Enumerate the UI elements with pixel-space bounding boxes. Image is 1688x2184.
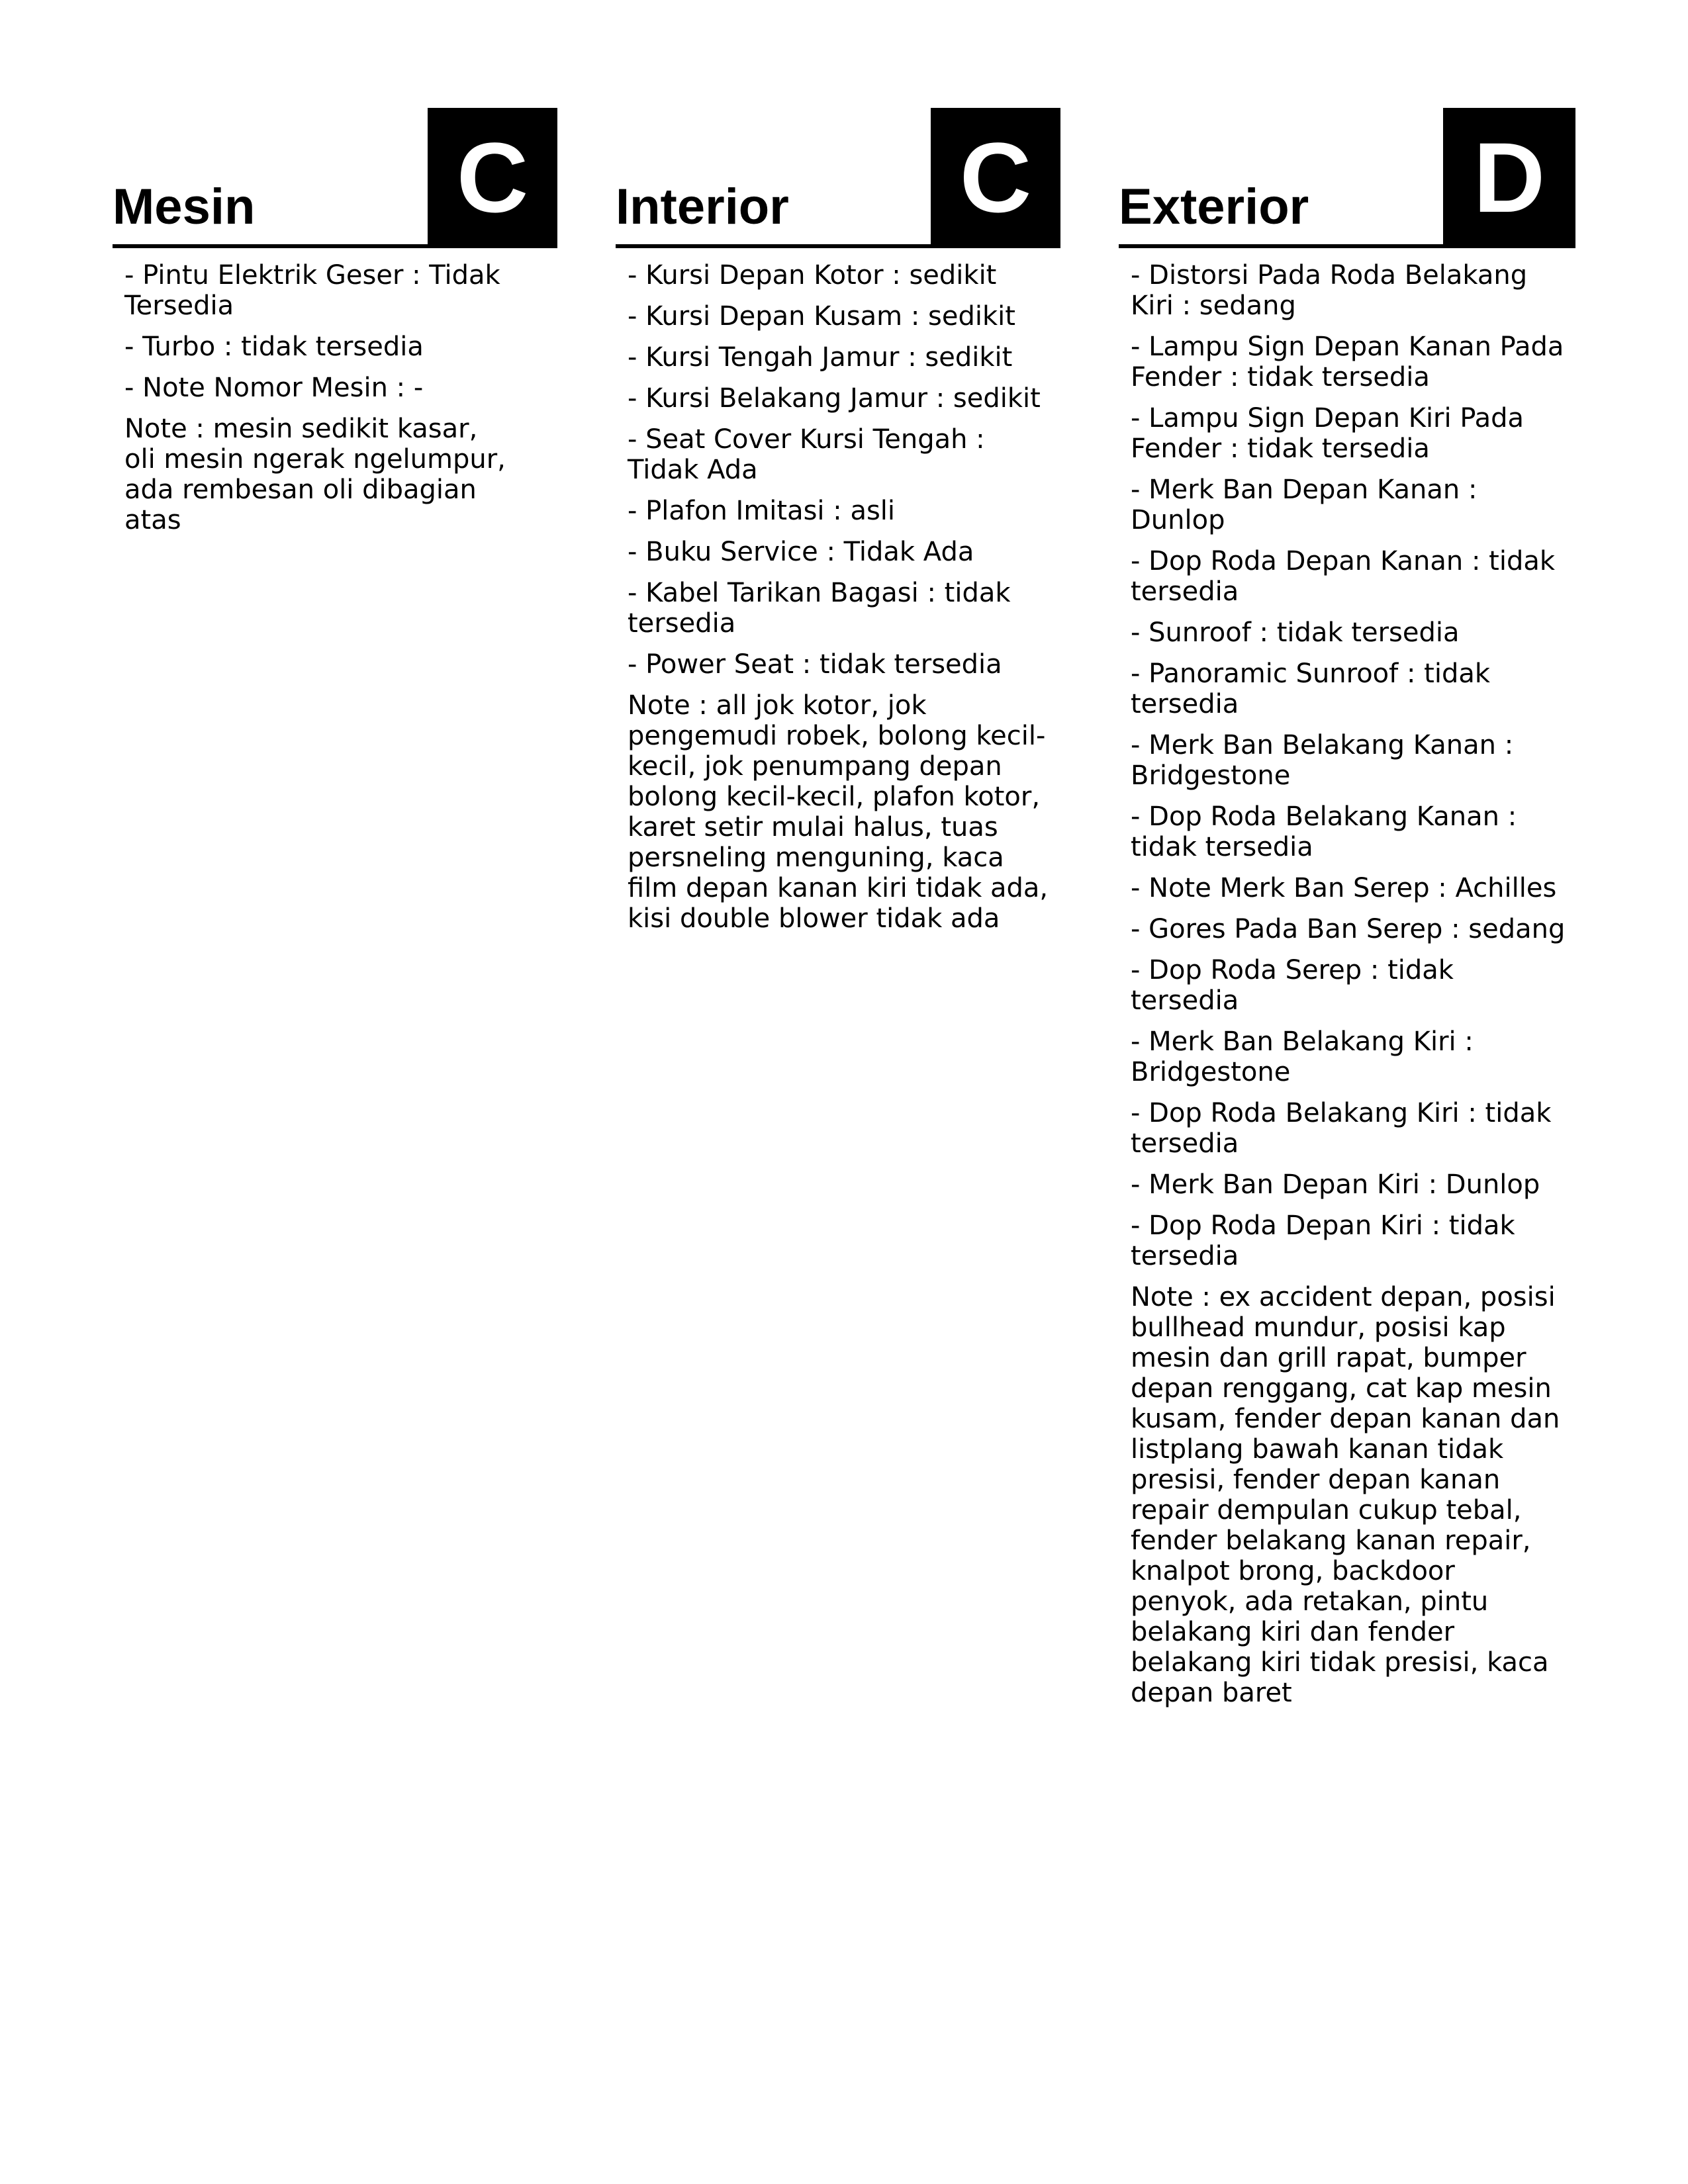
list-item: - Dop Roda Belakang Kiri : tidak tersedia [1131,1098,1552,1159]
list-item: - Merk Ban Depan Kanan : Dunlop [1131,475,1477,535]
section-body [616,248,1061,934]
grade-badge: D [1443,108,1575,244]
list-item: - Lampu Sign Depan Kanan Pada Fender : tidak tersedia [1131,332,1564,392]
list-item: - Buku Service : Tidak Ada [628,537,974,567]
grade-badge: C [428,108,557,244]
section-mesin [113,108,557,535]
list-item: - Pintu Elektrik Geser : Tidak Tersedia [124,260,500,321]
list-item: - Dop Roda Serep : tidak tersedia [1131,955,1454,1016]
list-item: - Lampu Sign Depan Kiri Pada Fender : tidak tersedia [1131,403,1524,464]
list-item: - Turbo : tidak tersedia [124,332,424,362]
list-item: - Note Merk Ban Serep : Achilles [1131,873,1557,903]
grade-badge: C [931,108,1060,244]
list-item: - Panoramic Sunroof : tidak tersedia [1131,659,1491,719]
section-header [616,108,1060,248]
section-exterior [1119,108,1564,1708]
section-header [113,108,557,248]
section-title: Exterior [1119,179,1309,235]
section-interior [616,108,1060,934]
section-body [113,248,515,535]
section-note: Note : all jok kotor, jok pengemudi robek, bolong kecil-kecil, jok penumpang depan bolong kecil-kecil, plafon kotor, karet setir mulai halus, tuas persneling menguning, kaca film depan kanan kiri tidak ada, kisi double blower tidak ada [628,690,1049,934]
list-item: - Kursi Belakang Jamur : sedikit [628,383,1041,414]
list-item: - Merk Ban Belakang Kanan : Bridgestone [1131,730,1514,791]
section-title: Mesin [113,179,256,235]
list-item: - Merk Ban Belakang Kiri : Bridgestone [1131,1026,1474,1087]
list-item: - Power Seat : tidak tersedia [628,649,1002,680]
list-item: - Plafon Imitasi : asli [628,496,896,526]
list-item: - Gores Pada Ban Serep : sedang [1131,914,1566,944]
list-item: - Sunroof : tidak tersedia [1131,617,1460,648]
list-item: - Kursi Depan Kusam : sedikit [628,301,1015,332]
list-item: - Note Nomor Mesin : - [124,373,424,403]
section-body [1119,248,1568,1708]
list-item: - Dop Roda Belakang Kanan : tidak tersedia [1131,801,1517,862]
section-header [1119,108,1575,248]
list-item: - Kursi Tengah Jamur : sedikit [628,342,1013,373]
list-item: - Dop Roda Depan Kanan : tidak tersedia [1131,546,1556,607]
list-item: - Merk Ban Depan Kiri : Dunlop [1131,1169,1540,1200]
list-item: - Seat Cover Kursi Tengah : Tidak Ada [628,424,985,485]
list-item: - Dop Roda Depan Kiri : tidak tersedia [1131,1210,1515,1271]
list-item: - Kabel Tarikan Bagasi : tidak tersedia [628,578,1011,639]
list-item: - Kursi Depan Kotor : sedikit [628,260,997,291]
inspection-report-page [113,108,1575,2093]
section-title: Interior [616,179,789,235]
section-note: Note : mesin sedikit kasar, oli mesin ngerak ngelumpur, ada rembesan oli dibagian atas [124,414,506,535]
section-note: Note : ex accident depan, posisi bullhead mundur, posisi kap mesin dan grill rapat, bumper depan renggang, cat kap mesin kusam, fender depan kanan dan listplang bawah kanan tidak presisi, fender depan kanan repair dempulan cukup tebal, fender belakang kanan repair, knalpot brong, backdoor penyok, ada retakan, pintu belakang kiri dan fender belakang kiri tidak presisi, kaca depan baret [1131,1282,1560,1708]
list-item: - Distorsi Pada Roda Belakang Kiri : sedang [1131,260,1528,321]
